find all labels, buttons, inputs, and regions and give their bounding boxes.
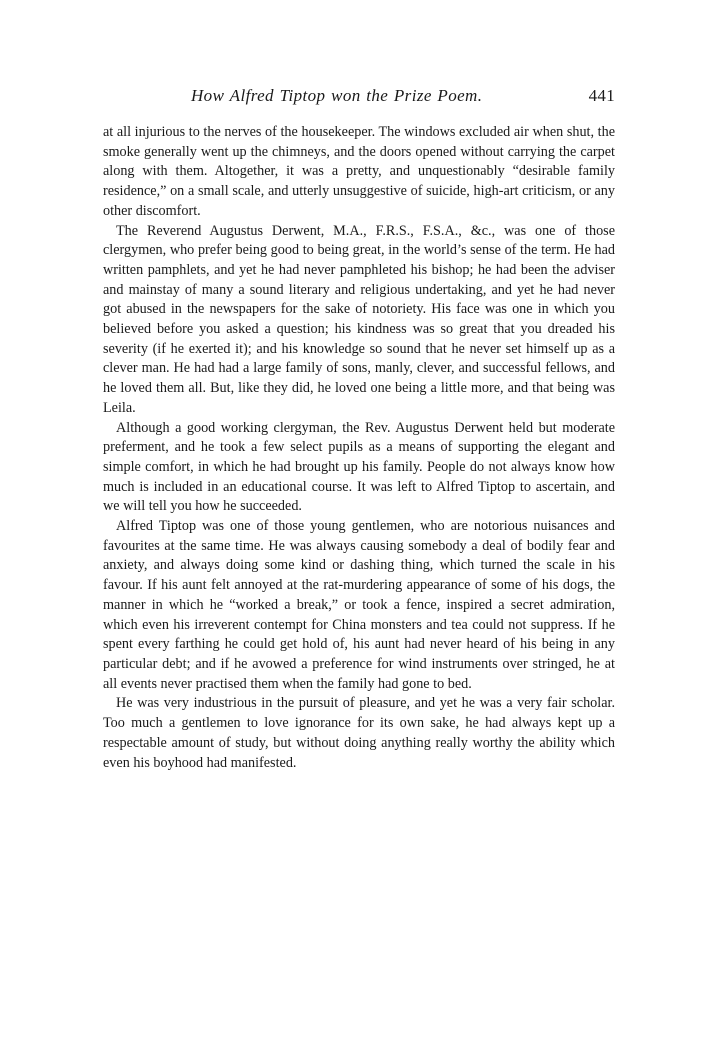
paragraph: Although a good working clergyman, the Rev. Augustus Derwent held but moderate preferment, and he took a few select pupils as a means of supporting the elegant and simple comfort, in which he had brought up his family. People do not always know how much is included in an educational course. It was left to Alfred Tiptop to ascertain, and we will tell you how he succeeded. — [103, 419, 615, 515]
running-title: How Alfred Tiptop won the Prize Poem. — [191, 86, 483, 105]
body-text — [103, 123, 615, 773]
page-header — [103, 84, 615, 108]
paragraph: He was very industrious in the pursuit of pleasure, and yet he was a very fair scholar. Too much a gentlemen to love ignorance for its own sake, he had always kept up a respectable amount of study, but without doing anything really worthy the ability which even his boyhood had manifested. — [103, 695, 615, 771]
book-page — [103, 84, 615, 773]
paragraph: The Reverend Augustus Derwent, M.A., F.R.S., F.S.A., &c., was one of those clergymen, who prefer being good to being great, in the world’s sense of the term. He had written pamphlets, and yet he had never pamphleted his bishop; he had been the adviser and mainstay of many a sound literary and religious undertaking, and yet he had never got abused in the newspapers for the sake of notoriety. His face was one in which you believed before you asked a question; his kindness was so great that you dreaded his severity (if he exerted it); and his knowledge so sound that he never set himself up as a clever man. He had had a large family of sons, manly, clever, and successful fellows, and he loved them all. But, like they did, he loved one being a little more, and that being was Leila. — [103, 222, 615, 416]
page-number: 441 — [588, 86, 615, 105]
paragraph: at all injurious to the nerves of the housekeeper. The windows excluded air when shut, the smoke generally went up the chimneys, and the doors opened without carrying the carpet along with them. Altogether, it was a pretty, and unquestionably “desirable family residence,” on a small scale, and utterly unsuggestive of suicide, high-art criticism, or any other discomfort. — [103, 124, 615, 219]
paragraph: Alfred Tiptop was one of those young gentlemen, who are notorious nuisances and favourites at the same time. He was always causing somebody a deal of bodily fear and anxiety, and always doing some kind or dashing thing, which turned the scale in his favour. If his aunt felt annoyed at the rat-murdering appearance of some of his dogs, the manner in which he “worked a break,” or took a fence, inspired a secret admiration, which even his irreverent contempt for China monsters and tea could not suppress. If he spent every farthing he could get hold of, his aunt had never heard of his being in any particular debt; and if he avowed a preference for wind instruments over stringed, he at all events never practised them when the family had gone to bed. — [103, 518, 615, 692]
